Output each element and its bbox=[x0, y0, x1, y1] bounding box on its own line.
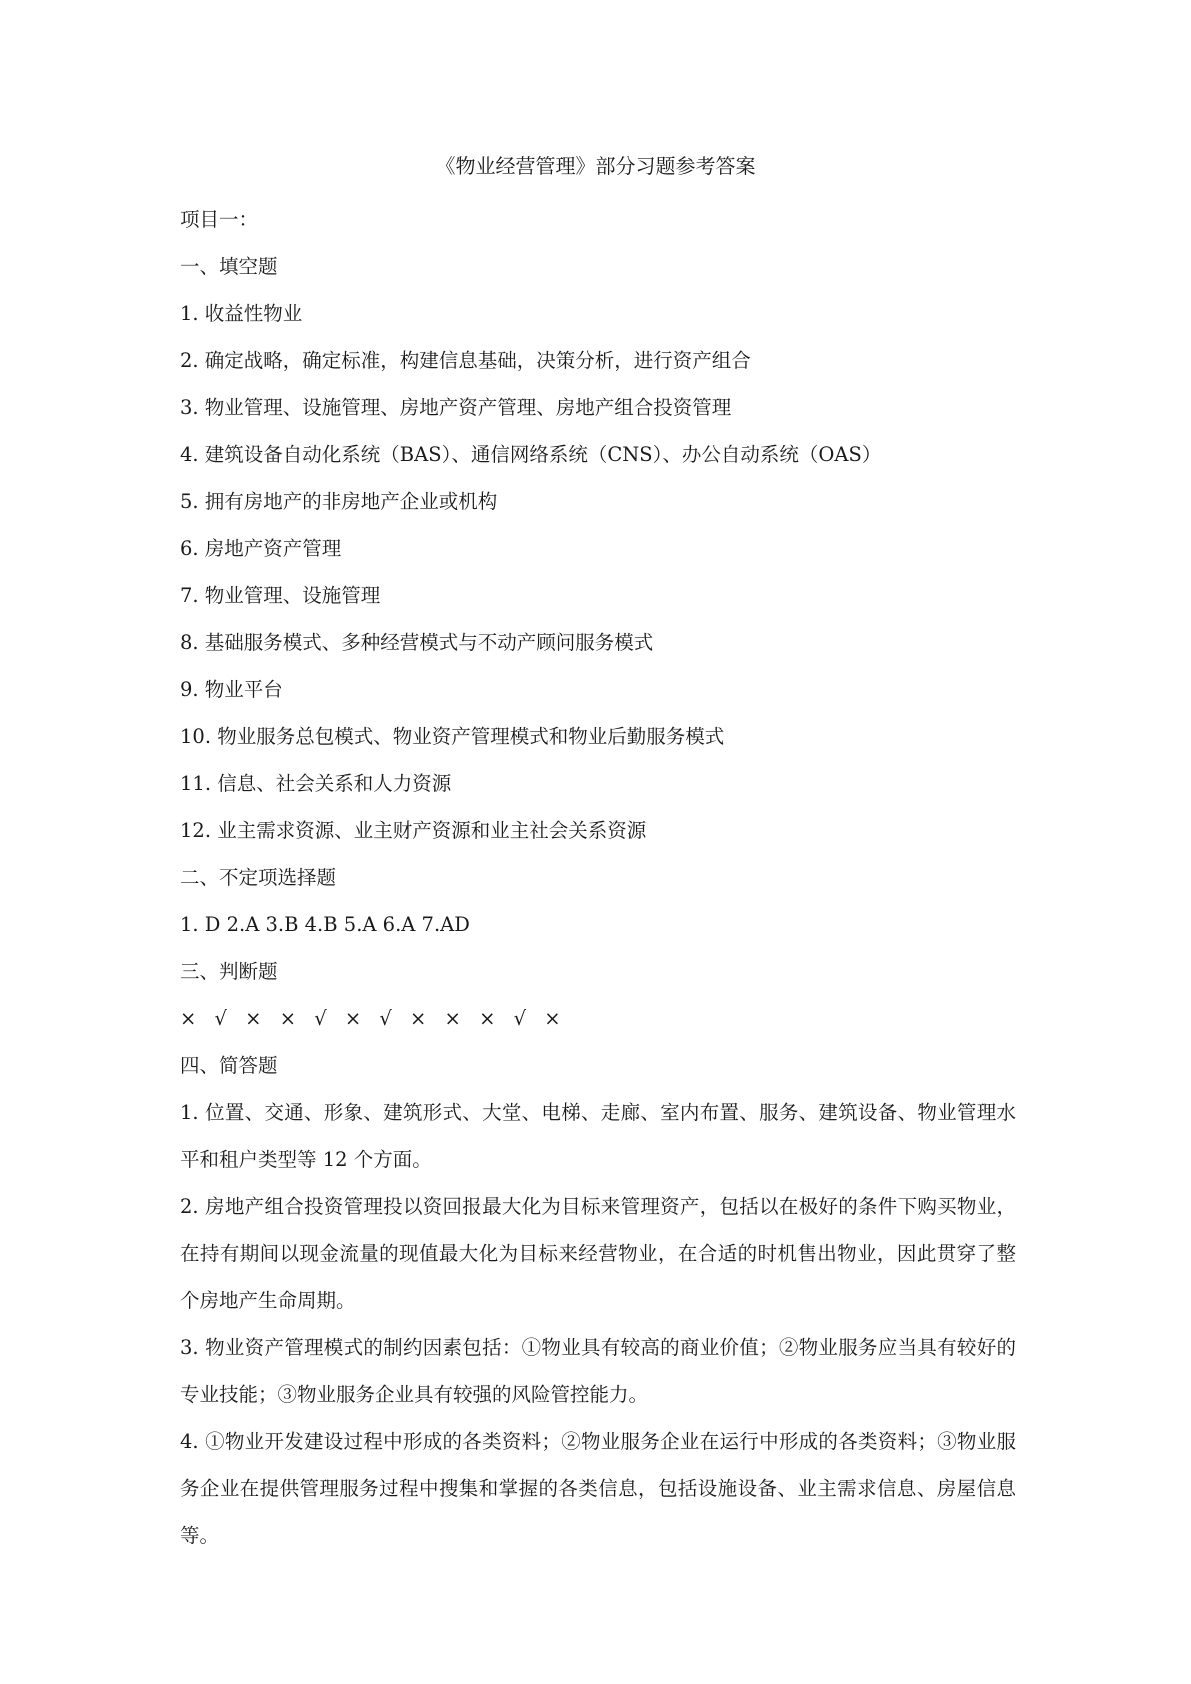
document-body bbox=[180, 196, 1016, 1559]
fill-blank-answer: 6. 房地产资产管理 bbox=[180, 537, 342, 560]
document-title: 《物业经营管理》部分习题参考答案 bbox=[435, 154, 756, 178]
fill-blank-answer: 3. 物业管理、设施管理、房地产资产管理、房地产组合投资管理 bbox=[180, 396, 732, 419]
short-answer-paragraph: 3. 物业资产管理模式的制约因素包括：①物业具有较高的商业价值；②物业服务应当具有较好的专业技能；③物业服务企业具有较强的风险管控能力。 bbox=[180, 1336, 1016, 1406]
fill-blank-answer: 8. 基础服务模式、多种经营模式与不动产顾问服务模式 bbox=[180, 631, 654, 654]
fill-blank-answer: 11. 信息、社会关系和人力资源 bbox=[180, 772, 452, 795]
fill-blank-answer: 2. 确定战略，确定标准，构建信息基础，决策分析，进行资产组合 bbox=[180, 349, 751, 372]
choice-answers: 1. D 2.A 3.B 4.B 5.A 6.A 7.AD bbox=[180, 913, 470, 936]
fill-blank-answer: 10. 物业服务总包模式、物业资产管理模式和物业后勤服务模式 bbox=[180, 725, 725, 748]
choice-heading: 二、不定项选择题 bbox=[180, 866, 337, 889]
short-answer-heading: 四、简答题 bbox=[180, 1054, 278, 1077]
judgment-answers: × √ × × √ × √ × × × √ × bbox=[180, 1007, 567, 1030]
project-label: 项目一： bbox=[180, 208, 259, 231]
fill-blank-answer: 12. 业主需求资源、业主财产资源和业主社会关系资源 bbox=[180, 819, 647, 842]
judgment-heading: 三、判断题 bbox=[180, 960, 278, 983]
fill-blank-answer: 1. 收益性物业 bbox=[180, 302, 303, 325]
short-answer-paragraph: 1. 位置、交通、形象、建筑形式、大堂、电梯、走廊、室内布置、服务、建筑设备、物业管理水平和租户类型等 12 个方面。 bbox=[180, 1101, 1016, 1171]
short-answer-paragraph: 4. ①物业开发建设过程中形成的各类资料；②物业服务企业在运行中形成的各类资料；③物业服务企业在提供管理服务过程中搜集和掌握的各类信息，包括设施设备、业主需求信息、房屋信息等。 bbox=[180, 1430, 1016, 1547]
short-answer-paragraph: 2. 房地产组合投资管理投以资回报最大化为目标来管理资产，包括以在极好的条件下购买物业，在持有期间以现金流量的现值最大化为目标来经营物业，在合适的时机售出物业，因此贯穿了整个房地产生命周期。 bbox=[180, 1195, 1016, 1312]
fill-blank-answer: 4. 建筑设备自动化系统（BAS）、通信网络系统（CNS）、办公自动系统（OAS） bbox=[180, 443, 882, 466]
fill-blank-heading: 一、填空题 bbox=[180, 255, 278, 278]
fill-blank-answer: 5. 拥有房地产的非房地产企业或机构 bbox=[180, 490, 498, 513]
fill-blank-answer: 9. 物业平台 bbox=[180, 678, 283, 701]
fill-blank-answer: 7. 物业管理、设施管理 bbox=[180, 584, 381, 607]
